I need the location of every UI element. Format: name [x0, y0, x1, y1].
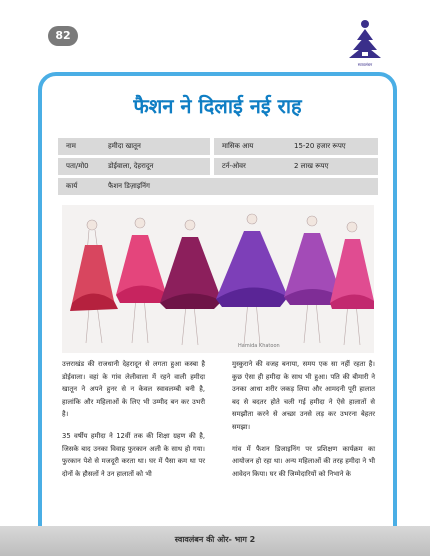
work-row [58, 178, 378, 195]
illustration-signature: Hamida Khatoon [238, 343, 280, 349]
name-row [58, 138, 210, 155]
address-row [58, 158, 210, 175]
work-label: कार्य [66, 182, 78, 190]
turnover-row [214, 158, 378, 175]
article-paragraph: गांव में फैशन डिजाइनिंग पर प्रशिक्षण कार्यक्रम का आयोजन हो रहा था। अन्य महिलाओं की तरह हमीदा ने भी आवेदन किया। घर की जिम्मेदारियों को निभाने के [232, 444, 375, 478]
income-label: मासिक आय [222, 142, 254, 150]
work-value: फैशन डिज़ाइनिंग [108, 182, 150, 190]
address-value: डोईवाला, देहरादून [108, 162, 154, 170]
article-paragraph: उत्तराखंड की राजधानी देहरादून से लगता हुआ कस्बा है डोईवाला। वहां के गांव लेलीवाला में रहने वाली हमीदा खातून ने अपने हुनर से न केवल स्वावलम्बी बनी है, हालांकि और महिलाओं के लिए भी उम्मीद बन कर उभरी है। [62, 360, 205, 419]
article-left-column [62, 358, 205, 489]
logo [343, 18, 387, 70]
income-row [214, 138, 378, 155]
name-value: हमीदा खातून [108, 142, 141, 150]
dress-sketches-image [62, 205, 374, 353]
article-right-column [232, 358, 375, 489]
page-number: 82 [48, 26, 78, 46]
name-label: नाम [66, 142, 76, 150]
income-value: 15-20 हजार रूपए [294, 142, 346, 150]
article-paragraph: 35 वर्षीय हमीदा ने 12वीं तक की शिक्षा ग्रहण की है, जिसके बाद उनका विवाह फुरकान अली के साथ हो गया। फुरकान पेशे से मजदूरी करता था। घर में पैसा कम था पर दोनों के हौसलों ने उन हालातों को भी [62, 431, 205, 478]
article-paragraph: मुस्कुराने की वजह बनाया, समय एक सा नहीं रहता है। कुछ ऐसा ही हमीदा के साथ भी हुआ। पति की बीमारी ने उनका आधा शरीर जकड़ लिया और आमदनी पूरी हालात बद से बदतर होते चली गई हमीदा ने ऐसे हालातों से समझौता करने से अच्छा उनसे लड़ कर उभरना बेहतर समझा। [232, 360, 375, 431]
address-label: पता/मो0 [66, 162, 89, 170]
article-card [38, 72, 397, 550]
turnover-value: 2 लाख रूपए [294, 162, 329, 170]
fashion-illustration [62, 205, 374, 353]
article-title: फैशन ने दिलाई नई राह [133, 94, 302, 118]
logo-caption: स्वावलंबन [357, 62, 373, 67]
footer-bar [0, 526, 430, 556]
footer-text: स्वावलंबन की ओर- भाग 2 [174, 535, 256, 544]
turnover-label: टर्न-ओवर [222, 162, 246, 170]
